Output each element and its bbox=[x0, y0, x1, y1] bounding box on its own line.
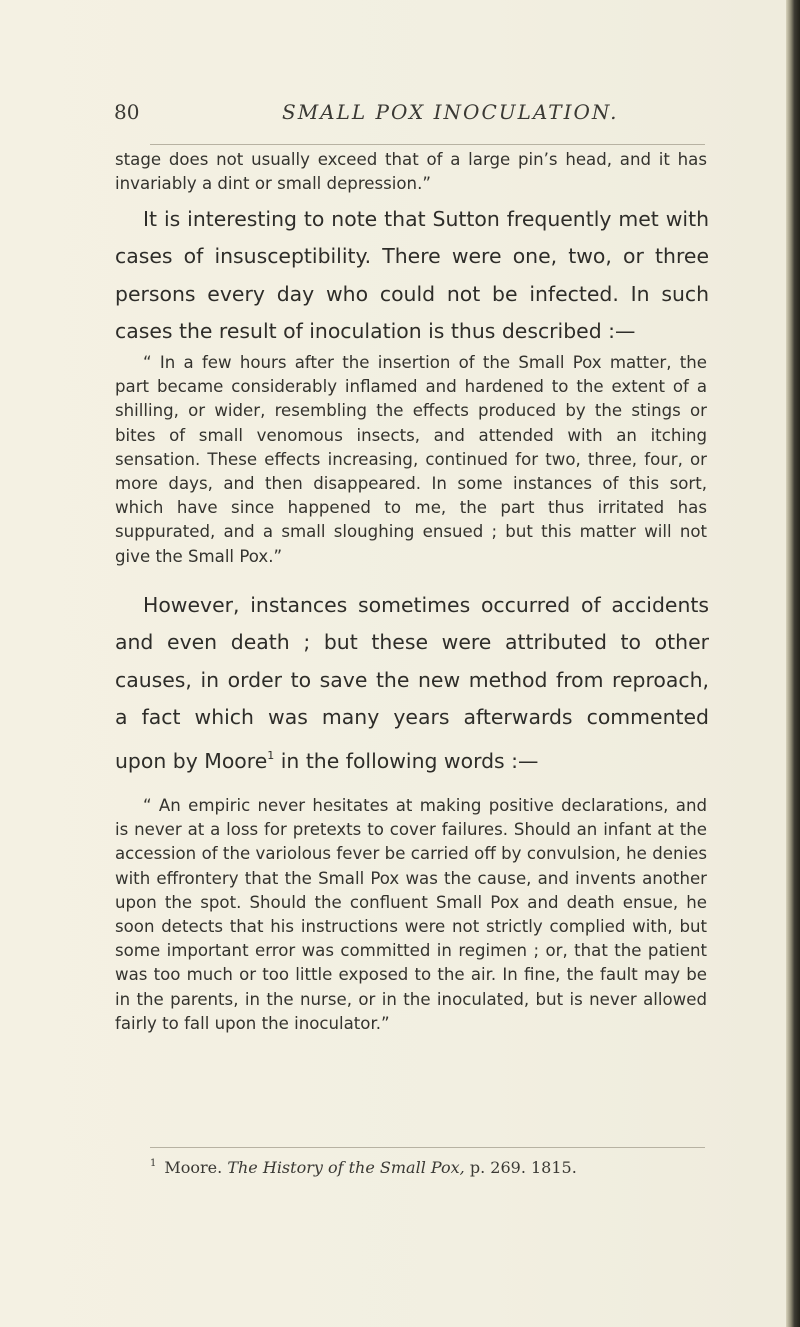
paragraph-accidents-text: However, instances sometimes occurred of accidents and even death ; but these were attributed to other causes, in order to save the new method from reproach, a fact which was many years afterwards commented upon by Moore bbox=[115, 593, 709, 773]
page-edge-shadow bbox=[786, 0, 800, 1327]
running-head bbox=[0, 100, 800, 140]
running-head-title: SMALL POX INOCULATION. bbox=[282, 100, 619, 124]
paragraph-moore-quote: “ An empiric never hesitates at making positive declarations, and is never at a loss for pretexts to cover failures. Should an infant at the accession of the variolous fever be carried off by convulsion, he denies with effrontery that the Small Pox was the cause, and invents another upon the spot. Should the confluent Small Pox and death ensue, he soon detects that his instructions were not strictly complied with, but some important error was committed in regimen ; or, that the patient was too much or too little exposed to the air. In fine, the fault may be in the parents, in the nurse, or in the inoculated, but is never allowed fairly to fall upon the inoculator.” bbox=[115, 796, 707, 1033]
paragraph-quote-end: stage does not usually exceed that of a large pin’s head, and it has invariably a dint or small depression.” bbox=[115, 150, 707, 194]
footnote-rule bbox=[150, 1147, 705, 1148]
header-rule bbox=[150, 144, 705, 145]
footnote-author: Moore. bbox=[164, 1158, 223, 1177]
paragraph-sutton-quote: “ In a few hours after the insertion of the Small Pox matter, the part became considerably inflamed and hardened to the extent of a shilling, or wider, resembling the effects produced by the stings or bites of small venomous insects, and attended with an itching sensation. These effects increasing, continued for two, three, four, or more days, and then disappeared. In some instances of this sort, which have since happened to me, the part thus irritated has suppurated, and a small sloughing ensued ; but this matter will not give the Small Pox.” bbox=[115, 353, 707, 566]
page-number: 80 bbox=[114, 100, 140, 124]
paragraph-insusceptibility: It is interesting to note that Sutton frequently met with cases of insusceptibility. There were one, two, or three persons every day who could not be infected. In such cases the result of inoculation is thus described :— bbox=[115, 207, 709, 344]
footnote-work-title: The History of the Small Pox, bbox=[227, 1158, 465, 1177]
paragraph-accidents-tail: in the following words :— bbox=[274, 748, 539, 773]
footnote-mark: 1 bbox=[150, 1158, 157, 1169]
footnote bbox=[150, 1158, 577, 1177]
footnote-reference: 1 bbox=[267, 748, 275, 762]
paragraph-accidents bbox=[115, 587, 709, 780]
footnote-details: p. 269. 1815. bbox=[469, 1158, 577, 1177]
